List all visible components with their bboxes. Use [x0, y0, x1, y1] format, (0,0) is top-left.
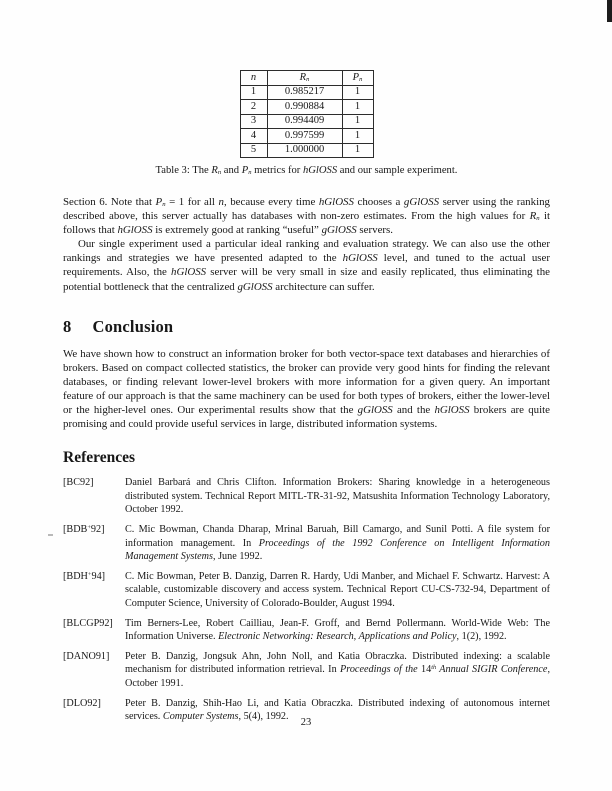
section-number: 8: [63, 316, 72, 336]
scan-artifact-corner: [607, 0, 612, 22]
table-cell: 0.994409: [267, 114, 342, 129]
references-list: [63, 476, 550, 724]
paragraph-conclusion: We have shown how to construct an information broker for both vector-space text databases and hierarchies of brokers. Based on compact collected statistics, the broker can provide very good hints for finding the relevant databases, or finding relevant lower-level brokers with more information for a given query. An important feature of our approach is that the same machinery can be used for both types of brokers, either the lower-level or the higher-level ones. Our experimental results show that the gGlOSS and the hGlOSS brokers are quite promising and could provide useful services in large, distributed information systems.: [63, 347, 550, 431]
metrics-table: [240, 70, 374, 158]
table-cell: 5: [240, 143, 267, 158]
table-cell: 2: [240, 100, 267, 115]
reference-text: C. Mic Bowman, Chanda Dharap, Mrinal Baruah, Bill Camargo, and Sunil Potti. A file system for information management. In Proceedings of the 1992 Conference on Intelligent Information Management Systems, June 1992.: [125, 524, 550, 563]
table-cell: 1: [342, 85, 373, 100]
table-cell: 1: [342, 143, 373, 158]
metrics-table-header: [240, 71, 373, 86]
page-content: [63, 70, 550, 730]
table-cell: 0.985217: [267, 85, 342, 100]
table-cell: 1.000000: [267, 143, 342, 158]
reference-tag: [BDB+92]: [63, 523, 105, 535]
reference-text: C. Mic Bowman, Peter B. Danzig, Darren R. Hardy, Udi Manber, and Michael F. Schwartz. Harvest: A scalable, customizable discovery and access system. Technical Report CU-CS-732-94, Department of Computer Science, University of Colorado-Boulder, August 1994.: [125, 570, 550, 609]
reference-tag: [DANO91]: [63, 650, 110, 662]
paragraph-section6: Section 6. Note that $P_n = 1$ for all n, because every time hGlOSS chooses a gGlOSS server using the ranking described above, this server actually has databases with non-zero estimates. From the high values for $R_n$ it follows that hGlOSS is extremely good at ranking “useful” gGlOSS servers.: [63, 196, 550, 237]
reference-text: Peter B. Danzig, Shih-Hao Li, and Katia Obraczka. Distributed indexing of autonomous internet services. Computer Systems, 5(4), 1992.: [125, 697, 550, 723]
table-header-row: [240, 71, 373, 86]
table-cell: 1: [240, 85, 267, 100]
col-header-rn: $R_n$: [267, 71, 342, 86]
metrics-table-body: [240, 85, 373, 158]
reference-entry: [63, 523, 550, 564]
section-title: Conclusion: [92, 316, 174, 336]
table-row: [240, 100, 373, 115]
reference-text: Peter B. Danzig, Jongsuk Ahn, John Noll, and Katia Obraczka. Distributed indexing: a scalable mechanism for distributed information retrieval. In Proceedings of the 14th Annual SIGIR Conference, October 1991.: [125, 650, 550, 689]
scan-artifact-dash: [48, 534, 53, 536]
section-heading-conclusion: [63, 317, 550, 337]
table-cell: 0.990884: [267, 100, 342, 115]
reference-entry: [63, 570, 550, 611]
table-caption: Table 3: The $R_n$ and $P_n$ metrics for hGlOSS and our sample experiment.: [155, 165, 458, 177]
reference-entry: [63, 476, 550, 517]
table-cell: 3: [240, 114, 267, 129]
reference-text: Tim Berners-Lee, Robert Cailliau, Jean-F. Groff, and Bernd Pollermann. World-Wide Web: The Information Universe. Electronic Networking: Research, Applications and Policy, 1(2), 1992.: [125, 617, 550, 643]
col-header-n: n: [240, 71, 267, 86]
reference-tag: [BLCGP92]: [63, 617, 113, 629]
col-header-pn: $P_n$: [342, 71, 373, 86]
table-cell: 1: [342, 100, 373, 115]
reference-text: Daniel Barbará and Chris Clifton. Information Brokers: Sharing knowledge in a heterogeneous distributed system. Technical Report MITL-TR-31-92, Matsushita Information Technology Laboratory, October 1992.: [125, 477, 550, 516]
table-cell: 1: [342, 129, 373, 144]
reference-tag: [DLO92]: [63, 697, 101, 709]
table-row: [240, 85, 373, 100]
reference-tag: [BC92]: [63, 477, 94, 489]
table-cell: 0.997599: [267, 129, 342, 144]
table-cell: 1: [342, 114, 373, 129]
reference-entry: [63, 617, 550, 644]
table-row: [240, 114, 373, 129]
page-number: 23: [300, 717, 312, 728]
table-row: [240, 129, 373, 144]
reference-entry: [63, 650, 550, 691]
table-row: [240, 143, 373, 158]
reference-tag: [BDH+94]: [63, 570, 106, 582]
table-cell: 4: [240, 129, 267, 144]
paragraph-experiment: Our single experiment used a particular ideal ranking and evaluation strategy. We can also use the other rankings and strategies we have presented adapted to the hGlOSS level, and tuned to the actual user requirements. Also, the hGlOSS server will be very small in size and easily replicated, thus eliminating the potential bottleneck that the centralized gGlOSS architecture can suffer.: [63, 238, 550, 293]
references-heading: References: [63, 449, 136, 467]
